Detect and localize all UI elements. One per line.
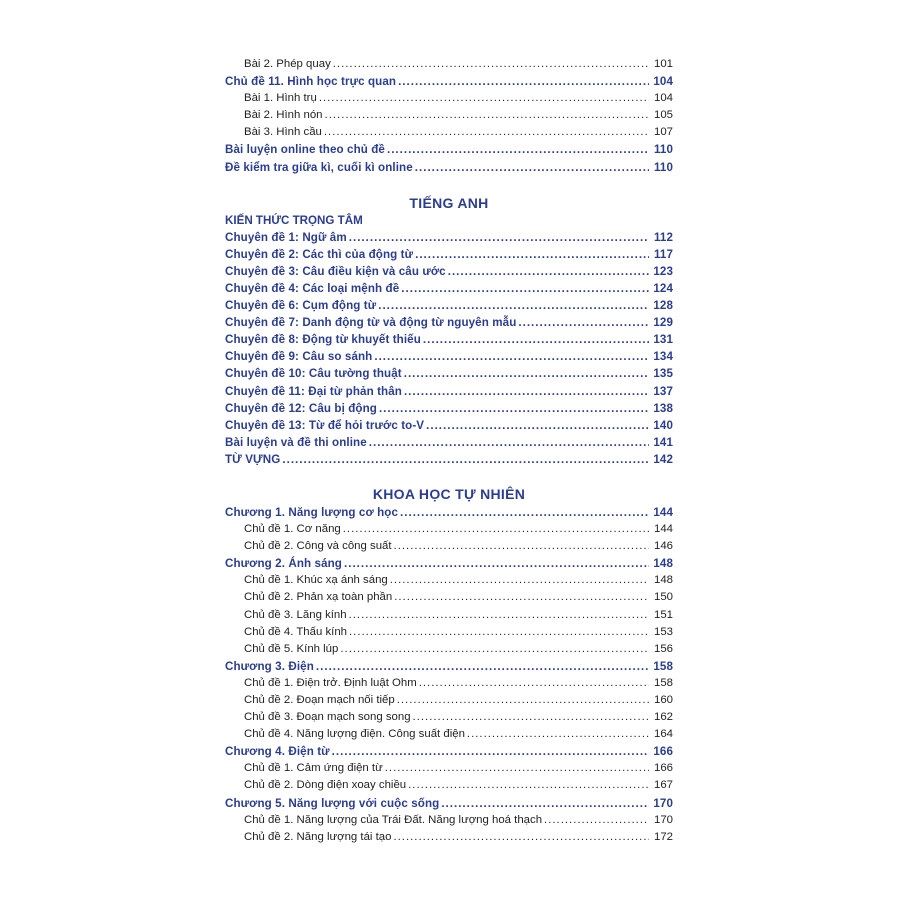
toc-entry-sub — [225, 726, 673, 743]
toc-entry-main — [225, 314, 673, 331]
dot-leader — [401, 280, 649, 297]
dot-leader — [426, 417, 649, 434]
toc-entry-main — [225, 246, 673, 263]
toc-entry-title: Chủ đề 4. Năng lượng điện. Công suất điện — [244, 728, 465, 741]
toc-entry-main — [225, 297, 673, 314]
toc-entry-main — [225, 451, 673, 468]
toc-entry-main — [225, 658, 673, 675]
toc-entry-title: Đề kiểm tra giữa kì, cuối kì online — [225, 160, 413, 174]
toc-entry-sub — [225, 675, 673, 692]
dot-leader — [378, 297, 649, 314]
toc-entry-title: Chủ đề 1. Điện trở. Định luật Ohm — [244, 676, 417, 689]
dot-leader — [400, 504, 649, 521]
toc-entry-page: 135 — [653, 367, 673, 381]
toc-entry-main — [225, 348, 673, 365]
toc-entry-title: Chuyên đề 11: Đại từ phản thân — [225, 384, 402, 398]
dot-leader — [349, 624, 649, 641]
toc-entry-title: Chuyên đề 7: Danh động từ và động từ nguyên mẫu — [225, 316, 517, 330]
toc-entry-sub — [225, 641, 673, 658]
toc-entry-title: Bài 3. Hình cầu — [244, 126, 322, 139]
toc-entry-page: 105 — [653, 109, 673, 122]
toc-entry-title: Chủ đề 5. Kính lúp — [244, 642, 339, 655]
dot-leader — [413, 709, 649, 726]
toc-entry-sub — [225, 624, 673, 641]
dot-leader — [404, 365, 649, 382]
dot-leader — [448, 263, 649, 280]
toc-entry-title: Chủ đề 1. Năng lượng của Trái Đất. Năng lượng hoá thạch — [244, 813, 543, 826]
toc-entry-sub — [225, 692, 673, 709]
dot-leader — [324, 124, 649, 141]
toc-entry-main — [225, 555, 673, 572]
toc-entry-page: 141 — [653, 435, 673, 449]
toc-entry-title: Chuyên đề 2: Các thì của động từ — [225, 247, 414, 261]
toc-entry-title: Chuyên đề 9: Câu so sánh — [225, 350, 373, 364]
toc-entry-title: Bài 2. Phép quay — [244, 58, 331, 70]
toc-entry-page: 138 — [653, 401, 673, 415]
toc-entry-page: 172 — [653, 830, 673, 843]
dot-leader — [467, 726, 649, 743]
toc-entry-sub — [225, 90, 673, 107]
toc-entry-title: Bài 2. Hình nón — [244, 109, 323, 122]
toc-entry-title: Chủ đề 11. Hình học trực quan — [225, 75, 397, 89]
toc-entry-page: 158 — [653, 676, 673, 689]
dot-leader — [423, 331, 649, 348]
dot-leader — [397, 692, 649, 709]
toc-entry-title: Chuyên đề 4: Các loại mệnh đề — [225, 281, 400, 295]
dot-leader — [415, 246, 649, 263]
spacer — [225, 468, 673, 484]
dot-leader — [394, 589, 649, 606]
toc-entry-page: 107 — [653, 126, 673, 139]
toc-entry-sub — [225, 829, 673, 846]
toc-entry-title: Chuyên đề 12: Câu bị động — [225, 401, 377, 415]
dot-leader — [415, 159, 649, 176]
toc-entry-main — [225, 159, 673, 176]
toc-entry-page: 166 — [653, 745, 673, 759]
toc-entry-page: 110 — [653, 160, 673, 174]
toc-entry-page: 104 — [653, 75, 673, 89]
science-section-title: KHOA HỌC TỰ NHIÊN — [372, 485, 526, 502]
toc-entry-main — [225, 743, 673, 760]
toc-entry-page: 167 — [653, 779, 673, 792]
toc-entry-main — [225, 400, 673, 417]
toc-entry-main — [225, 383, 673, 400]
toc-entry-sub — [225, 777, 673, 794]
toc-entry-page: 129 — [653, 316, 673, 330]
toc-entry-page: 148 — [653, 574, 673, 587]
toc-entry-title: Chuyên đề 1: Ngữ âm — [225, 230, 347, 244]
toc-entry-page: 137 — [653, 384, 673, 398]
dot-leader — [419, 675, 649, 692]
dot-leader — [387, 141, 649, 158]
dot-leader — [404, 383, 649, 400]
toc-entry-title: Chủ đề 4. Thấu kính — [244, 625, 348, 638]
toc-entry-sub — [225, 521, 673, 538]
toc-entry-title: TỪ VỰNG — [225, 452, 281, 466]
toc-entry-page: 142 — [653, 452, 673, 466]
toc-entry-main — [225, 280, 673, 297]
toc-entry-page: 110 — [653, 143, 673, 157]
dot-leader — [344, 555, 649, 572]
toc-entry-page: 117 — [653, 247, 673, 261]
toc-entry-title: Chuyên đề 3: Câu điều kiện và câu ước — [225, 264, 446, 278]
dot-leader — [518, 314, 649, 331]
toc-entry-main — [225, 263, 673, 280]
science-section — [225, 504, 673, 846]
dot-leader — [282, 451, 649, 468]
dot-leader — [544, 812, 649, 829]
dot-leader — [319, 90, 649, 107]
toc-entry-title: Chủ đề 2. Dòng điện xoay chiều — [244, 779, 407, 792]
toc-entry-sub — [225, 124, 673, 141]
toc-entry-main — [225, 229, 673, 246]
english-section — [225, 229, 673, 468]
toc-entry-title: Chương 1. Năng lượng cơ học — [225, 505, 399, 519]
dot-leader — [393, 829, 649, 846]
toc-entry-main — [225, 141, 673, 158]
dot-leader — [349, 229, 649, 246]
toc-entry-page: 151 — [653, 608, 673, 621]
dot-leader — [325, 107, 649, 124]
dot-leader — [340, 641, 649, 658]
toc-entry-title: Chủ đề 3. Lăng kính — [244, 608, 347, 621]
dot-leader — [369, 434, 649, 451]
table-of-contents — [225, 56, 673, 846]
toc-entry-main — [225, 504, 673, 521]
toc-entry-title: Chủ đề 2. Đoạn mạch nối tiếp — [244, 694, 395, 706]
toc-entry-main — [225, 434, 673, 451]
toc-entry-title: Chủ đề 2. Phản xạ toàn phần — [244, 591, 393, 604]
toc-entry-title: Chủ đề 1. Cơ năng — [244, 523, 341, 536]
english-subheading: KIẾN THỨC TRỌNG TÂM — [225, 213, 363, 227]
toc-entry-main — [225, 365, 673, 382]
dot-leader — [408, 777, 649, 794]
toc-entry-main — [225, 417, 673, 434]
toc-entry-title: Chủ đề 1. Khúc xạ ánh sáng — [244, 574, 388, 587]
toc-entry-main — [225, 795, 673, 812]
dot-leader — [332, 743, 649, 760]
toc-entry-page: 162 — [653, 711, 673, 724]
toc-entry-page: 123 — [653, 264, 673, 278]
toc-entry-title: Chủ đề 2. Công và công suất — [244, 540, 392, 553]
toc-entry-title: Chuyên đề 13: Từ để hỏi trước to-V — [225, 418, 425, 432]
toc-entry-page: 158 — [653, 659, 673, 673]
dot-leader — [349, 607, 649, 624]
toc-entry-page: 104 — [653, 92, 673, 105]
math-continuation-section — [225, 56, 673, 176]
toc-entry-page: 150 — [653, 591, 673, 604]
toc-entry-sub — [225, 572, 673, 589]
toc-entry-sub — [225, 760, 673, 777]
dot-leader — [390, 572, 649, 589]
dot-leader — [316, 658, 649, 675]
toc-entry-page: 164 — [653, 728, 673, 741]
dot-leader — [398, 73, 649, 90]
toc-entry-page: 124 — [653, 281, 673, 295]
toc-entry-title: Chuyên đề 10: Câu tường thuật — [225, 367, 402, 381]
toc-entry-page: 112 — [653, 230, 673, 244]
toc-entry-title: Chương 5. Năng lượng với cuộc sống — [225, 796, 440, 810]
toc-entry-page: 128 — [653, 299, 673, 313]
toc-entry-page: 144 — [653, 505, 673, 519]
dot-leader — [379, 400, 649, 417]
toc-entry-title: Chủ đề 1. Cảm ứng điện từ — [244, 762, 383, 775]
spacer — [225, 176, 673, 193]
toc-entry-sub — [225, 812, 673, 829]
dot-leader — [374, 348, 649, 365]
toc-entry-page: 148 — [653, 557, 673, 571]
toc-entry-sub — [225, 709, 673, 726]
toc-entry-page: 144 — [653, 523, 673, 536]
toc-entry-page: 101 — [653, 58, 673, 70]
toc-entry-title: Chương 2. Ánh sáng — [225, 557, 342, 571]
toc-entry-main — [225, 331, 673, 348]
dot-leader — [394, 538, 649, 555]
toc-entry-title: Chủ đề 2. Năng lượng tái tạo — [244, 830, 392, 843]
toc-entry-title: Chuyên đề 6: Cụm động từ — [225, 299, 377, 313]
toc-entry-sub — [225, 607, 673, 624]
toc-entry-page: 166 — [653, 762, 673, 775]
toc-entry-sub — [225, 56, 673, 73]
toc-entry-main — [225, 73, 673, 90]
english-section-title: TIẾNG ANH — [409, 194, 489, 211]
toc-entry-page: 131 — [653, 333, 673, 347]
toc-entry-title: Chuyên đề 8: Động từ khuyết thiếu — [225, 333, 421, 347]
toc-entry-title: Bài luyện và đề thi online — [225, 435, 367, 449]
toc-entry-page: 153 — [653, 625, 673, 638]
toc-entry-sub — [225, 589, 673, 606]
dot-leader — [441, 795, 649, 812]
dot-leader — [385, 760, 649, 777]
toc-entry-page: 156 — [653, 642, 673, 655]
toc-entry-title: Bài 1. Hình trụ — [244, 92, 317, 105]
toc-entry-page: 160 — [653, 694, 673, 706]
toc-entry-page: 170 — [653, 796, 673, 810]
toc-entry-page: 134 — [653, 350, 673, 364]
toc-entry-sub — [225, 107, 673, 124]
toc-entry-sub — [225, 538, 673, 555]
toc-entry-page: 140 — [653, 418, 673, 432]
toc-entry-title: Chủ đề 3. Đoạn mạch song song — [244, 711, 411, 724]
dot-leader — [333, 56, 649, 73]
toc-entry-title: Chương 4. Điện từ — [225, 745, 330, 759]
toc-entry-title: Bài luyện online theo chủ đề — [225, 143, 385, 157]
dot-leader — [343, 521, 649, 538]
toc-entry-page: 146 — [653, 540, 673, 553]
toc-entry-page: 170 — [653, 813, 673, 826]
toc-entry-title: Chương 3. Điện — [225, 659, 314, 673]
